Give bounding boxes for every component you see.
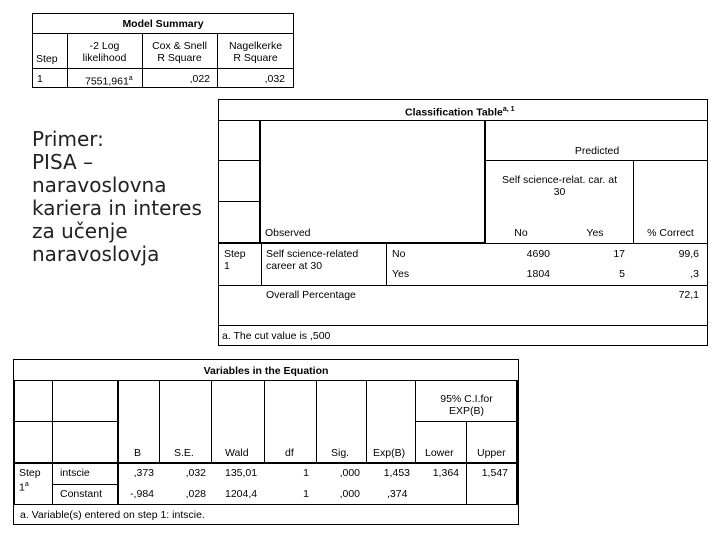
col-wald-header: Wald <box>225 447 249 459</box>
side-text-line: naravoslovna <box>32 173 167 197</box>
classification-footnote: a. The cut value is ,500 <box>222 330 331 342</box>
header-nagelkerke-line1: Nagelkerke <box>228 40 283 52</box>
row-intscie-b: ,373 <box>133 467 154 479</box>
col-expb-header: Exp(B) <box>373 447 406 459</box>
col-b-header: B <box>134 447 142 459</box>
side-text-line: kariera in interes <box>32 196 202 220</box>
header-cox-snell-line2: R Square <box>157 52 202 64</box>
side-text-line: za učenje <box>32 219 128 243</box>
variables-title: Variables in the Equation <box>203 365 329 377</box>
variables-footnote: a. Variable(s) entered on step 1: intscie. <box>20 509 205 521</box>
row-constant-b: -,984 <box>130 488 154 500</box>
header-cox-snell-line1: Cox & Snell <box>152 40 207 52</box>
row-no-count-yes: 17 <box>613 248 625 260</box>
side-text-line: naravoslovja <box>32 242 160 266</box>
var-step-line1: Step <box>19 467 41 479</box>
overall-label: Overall Percentage <box>266 289 356 301</box>
model-summary-title: Model Summary <box>122 18 204 30</box>
col-se-header: S.E. <box>174 447 194 459</box>
classification-frame <box>218 99 708 346</box>
col-pct-header: % Correct <box>647 227 694 239</box>
row-intscie-name: intscie <box>60 467 90 479</box>
row-intscie-se: ,032 <box>185 467 206 479</box>
row-no-count-no: 4690 <box>526 248 550 260</box>
row-intscie-upper: 1,547 <box>481 467 508 479</box>
col-yes-header: Yes <box>586 227 604 239</box>
row-no-pct: 99,6 <box>678 248 699 260</box>
row-intscie-lower: 1,364 <box>432 467 459 479</box>
row-intscie-df: 1 <box>303 467 309 479</box>
row-constant-wald: 1204,4 <box>225 488 258 500</box>
row-yes-count-yes: 5 <box>619 268 625 280</box>
row-yes-label: Yes <box>392 268 410 280</box>
classification-title: Classification Table$^{a, 1}$ <box>405 106 515 119</box>
row-nagelkerke: ,032 <box>264 73 285 85</box>
col-no-header: No <box>514 227 528 239</box>
row-intscie-wald: 135,01 <box>225 467 258 479</box>
variables-frame <box>13 359 519 525</box>
row-constant-se: ,028 <box>185 488 206 500</box>
overall-value: 72,1 <box>678 289 699 301</box>
row-cox-snell: ,022 <box>189 73 210 85</box>
row-log-likelihood: 7551,961$^a$ <box>85 75 133 88</box>
col-lower-header: Lower <box>425 447 454 459</box>
predicted-header: Predicted <box>574 145 620 157</box>
observed-header: Observed <box>265 227 311 239</box>
col-upper-header: Upper <box>477 447 506 459</box>
header-step: Step <box>36 53 58 65</box>
row-constant-name: Constant <box>60 488 103 500</box>
step-label-line1: Step <box>224 248 246 260</box>
side-text-line: Primer: <box>32 127 104 151</box>
row-yes-pct: ,3 <box>690 268 699 280</box>
ci-header-line1: 95% C.I.for <box>440 393 493 405</box>
header-nagelkerke-line2: R Square <box>233 52 278 64</box>
col-df-header: df <box>285 447 294 459</box>
row-constant-sig: ,000 <box>339 488 360 500</box>
row-constant-expb: ,374 <box>387 488 408 500</box>
group-label-line1: Self science-relat. car. at <box>502 174 617 186</box>
step-label-line2: 1 <box>224 260 230 272</box>
var-step-line2: 1$^a$ <box>19 481 29 494</box>
group-label-line2: 30 <box>553 186 566 198</box>
variable-label-line1: Self science-related <box>266 248 359 260</box>
header-log-likelihood-line2: likelihood <box>82 52 127 64</box>
side-text-block <box>32 128 212 266</box>
row-intscie-sig: ,000 <box>339 467 360 479</box>
side-text-line: PISA – <box>32 150 94 174</box>
header-log-likelihood-line1: -2 Log <box>89 40 120 52</box>
row-step: 1 <box>37 73 43 85</box>
variable-label-line2: career at 30 <box>266 260 323 272</box>
row-intscie-expb: 1,453 <box>383 467 410 479</box>
col-sig-header: Sig. <box>331 447 350 459</box>
row-yes-count-no: 1804 <box>526 268 550 280</box>
row-no-label: No <box>392 248 406 260</box>
ci-header-line2: EXP(B) <box>448 405 484 417</box>
row-constant-df: 1 <box>303 488 309 500</box>
